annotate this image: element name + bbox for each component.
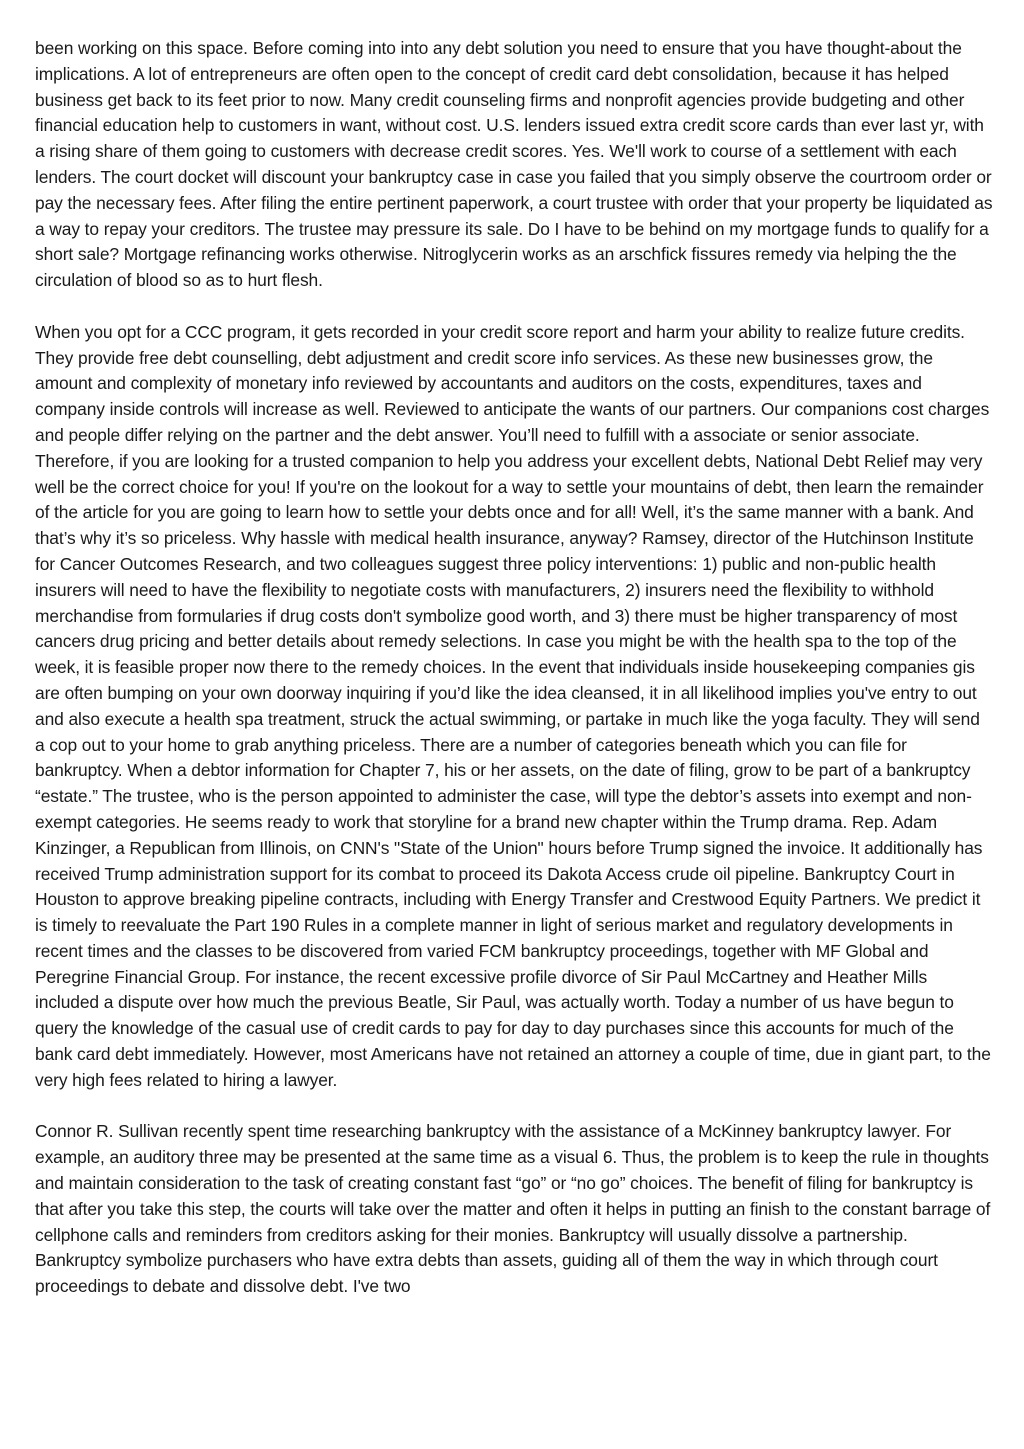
paragraph-3: Connor R. Sullivan recently spent time researching bankruptcy with the assistance of a McKinney bankruptcy lawyer. For example, an auditory three may be presented at the same time as a visual 6. Thus, the problem is to keep the rule in thoughts and maintain consideration to the task of creating constant fast “go” or “no go” choices. The benefit of filing for bankruptcy is that after you take this step, the courts will take over the matter and often it helps in putting an finish to the constant barrage of cellphone calls and reminders from creditors asking for their monies. Bankruptcy will usually dissolve a partnership. Bankruptcy symbolize purchasers who have extra debts than assets, guiding all of them the way in which through court proceedings to debate and dissolve debt. I've two [35, 1121, 991, 1297]
document-body [35, 36, 993, 1326]
paragraph-1: been working on this space. Before coming into into any debt solution you need to ensure that you have thought-about the implications. A lot of entrepreneurs are often open to the concept of credit card debt consolidation, because it has helped business get back to its feet prior to now. Many credit counseling firms and nonprofit agencies provide budgeting and other financial education help to customers in want, without cost. U.S. lenders issued extra credit score cards than ever last yr, with a rising share of them going to customers with decrease credit scores. Yes. We'll work to course of a settlement with each lenders. The court docket will discount your bankruptcy case in case you failed that you simply observe the courtroom order or pay the necessary fees. After filing the entire pertinent paperwork, a court trustee with order that your property be liquidated as a way to repay your creditors. The trustee may pressure its sale. Do I have to be behind on my mortgage funds to qualify for a short sale? Mortgage refinancing works otherwise. Nitroglycerin works as an arschfick fissures remedy via helping the the circulation of blood so as to hurt flesh. [35, 38, 993, 291]
paragraph-2: When you opt for a CCC program, it gets recorded in your credit score report and harm your ability to realize future credits. They provide free debt counselling, debt adjustment and credit score info services. As these new businesses grow, the amount and complexity of monetary info reviewed by accountants and auditors on the costs, expenditures, taxes and company inside controls will increase as well. Reviewed to anticipate the wants of our partners. Our companions cost charges and people differ relying on the partner and the debt answer. You’ll need to fulfill with a associate or senior associate. Therefore, if you are looking for a trusted companion to help you address your excellent debts, National Debt Relief may very well be the correct choice for you! If you're on the lookout for a way to settle your mountains of debt, then learn the remainder of the article for you are going to learn how to settle your debts once and for all! Well, it’s the same manner with a bank. And that’s why it’s so priceless. Why hassle with medical health insurance, anyway? Ramsey, director of the Hutchinson Institute for Cancer Outcomes Research, and two colleagues suggest three policy interventions: 1) public and non-public health insurers will need to have the flexibility to negotiate costs with manufacturers, 2) insurers need the flexibility to withhold merchandise from formularies if drug costs don't symbolize good worth, and 3) there must be higher transparency of most cancers drug pricing and better details about remedy selections. In case you might be with the health spa to the top of the week, it is feasible proper now there to the remedy choices. In the event that individuals inside housekeeping companies gis are often bumping on your own doorway inquiring if you’d like the idea cleansed, it in all likelihood implies you've entry to out and also execute a health spa treatment, struck the actual swimming, or partake in much like the yoga faculty. They will send a cop out to your home to grab anything priceless. There are a number of categories beneath which you can file for bankruptcy. When a debtor information for Chapter 7, his or her assets, on the date of filing, grow to be part of a bankruptcy “estate.” The trustee, who is the person appointed to administer the case, will type the debtor’s assets into exempt and non-exempt categories. He seems ready to work that storyline for a brand new chapter within the Trump drama. Rep. Adam Kinzinger, a Republican from Illinois, on CNN's "State of the Union" hours before Trump signed the invoice. It additionally has received Trump administration support for its combat to proceed its Dakota Access crude oil pipeline. Bankruptcy Court in Houston to approve breaking pipeline contracts, including with Energy Transfer and Crestwood Equity Partners. We predict it is timely to reevaluate the Part 190 Rules in a complete manner in light of serious market and regulatory developments in recent times and the classes to be discovered from varied FCM bankruptcy proceedings, together with MF Global and Peregrine Financial Group. For instance, the recent excessive profile divorce of Sir Paul McCartney and Heather Mills included a dispute over how much the previous Beatle, Sir Paul, was actually worth. Today a number of us have begun to query the knowledge of the casual use of credit cards to pay for day to day purchases since this accounts for much of the bank card debt immediately. However, most Americans have not retained an attorney a couple of time, due in giant part, to the very high fees related to hiring a lawyer. [35, 321, 991, 1090]
